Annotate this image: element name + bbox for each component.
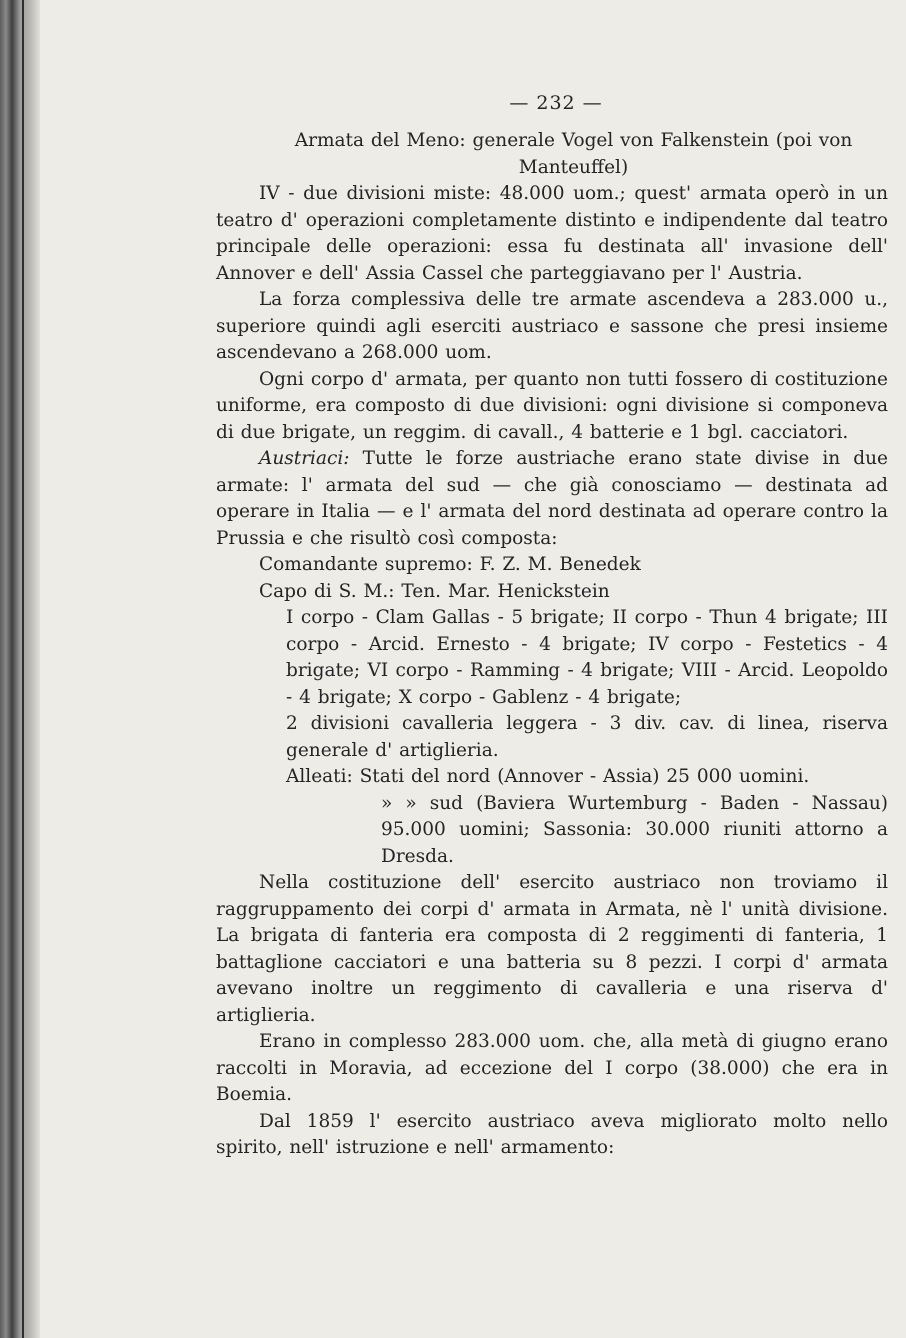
page-text [216,92,888,1162]
paragraph-dal-1859: Dal 1859 l' esercito austriaco aveva migliorato molto nello spirito, nell' istruzione e nell' armamento: [216,1110,888,1158]
paragraph-capo: Capo di S. M.: Ten. Mar. Henickstein [259,580,610,602]
paragraph-alleati-nord: Alleati: Stati del nord (Annover - Assia) 25 000 uomini. [286,766,810,787]
paragraph-complesso: Erano in complesso 283.000 uom. che, alla metà di giugno erano raccolti in Moravia, ad eccezione del I corpo (38.000) che era in Boemia. [216,1031,888,1105]
paragraph-comandante: Comandante supremo: F. Z. M. Benedek [259,554,641,575]
paragraph-cavalleria: 2 divisioni cavalleria leggera - 3 div. cav. di linea, riserva generale d' artiglieria. [286,713,888,761]
paragraph-austriaci [216,446,888,552]
paragraph-armata-meno: Armata del Meno: generale Vogel von Falkenstein (poi von Manteuffel) [294,130,853,178]
paragraph-forza-complessiva: La forza complessiva delle tre armate ascendeva a 283.000 u., superiore quindi agli eserciti austriaco e sassone che presi insieme ascendevano a 268.000 uom. [216,289,888,363]
paragraph-iv-divisioni: IV - due divisioni miste: 48.000 uom.; quest' armata operò in un teatro d' operazioni completamente distinto e indipendente dal teatro principale delle operazioni: essa fu destinata all' invasione dell' Annover e dell' Assia Cassel che parteggiavano per l' Austria. [216,183,888,284]
book-spine-line [22,0,24,1338]
paragraph-alleati-sud: » » sud (Baviera Wurtemburg - Baden - Nassau) 95.000 uomini; Sassonia: 30.000 riuniti attorno a Dresda. [381,792,888,867]
paragraph-corpi-list [216,605,888,711]
book-gutter [0,0,40,1338]
corpi-list-text: I corpo - Clam Gallas - 5 brigate; II corpo - Thun 4 brigate; III corpo - Arcid. Ernesto - 4 brigate; IV corpo - Festetics - 4 brigate; VI corpo - Ramming - 4 brigate; VIII - Arcid. Leopoldo - 4 brigate; X corpo - Gablenz - 4 brigate; [286,607,888,708]
page-number: — 232 — [509,92,603,114]
austriaci-text: Tutte le forze austriache erano state divise in due armate: l' armata del sud — che già conosciamo — destinata ad operare in Italia — e l' armata del nord destinata ad operare contro la Prussia e che risultò così composta: [216,448,888,549]
paragraph-corpo-armata: Ogni corpo d' armata, per quanto non tutti fossero di costituzione uniforme, era composto di due divisioni: ogni divisione si componeva di due brigate, un reggim. di cavall., 4 batterie e 1 bgl. cacciatori. [216,368,888,443]
austriaci-label: Austriaci: [259,448,350,469]
paragraph-costituzione: Nella costituzione dell' esercito austriaco non troviamo il raggruppamento dei corpi d' armata in Armata, nè l' unità divisione. La brigata di fanteria era composta di 2 reggimenti di fanteria, 1 battaglione cacciatori e una batteria su 8 pezzi. I corpi d' armata avevano inoltre un reggimento di cavalleria e una riserva d' artiglieria. [216,872,888,1026]
